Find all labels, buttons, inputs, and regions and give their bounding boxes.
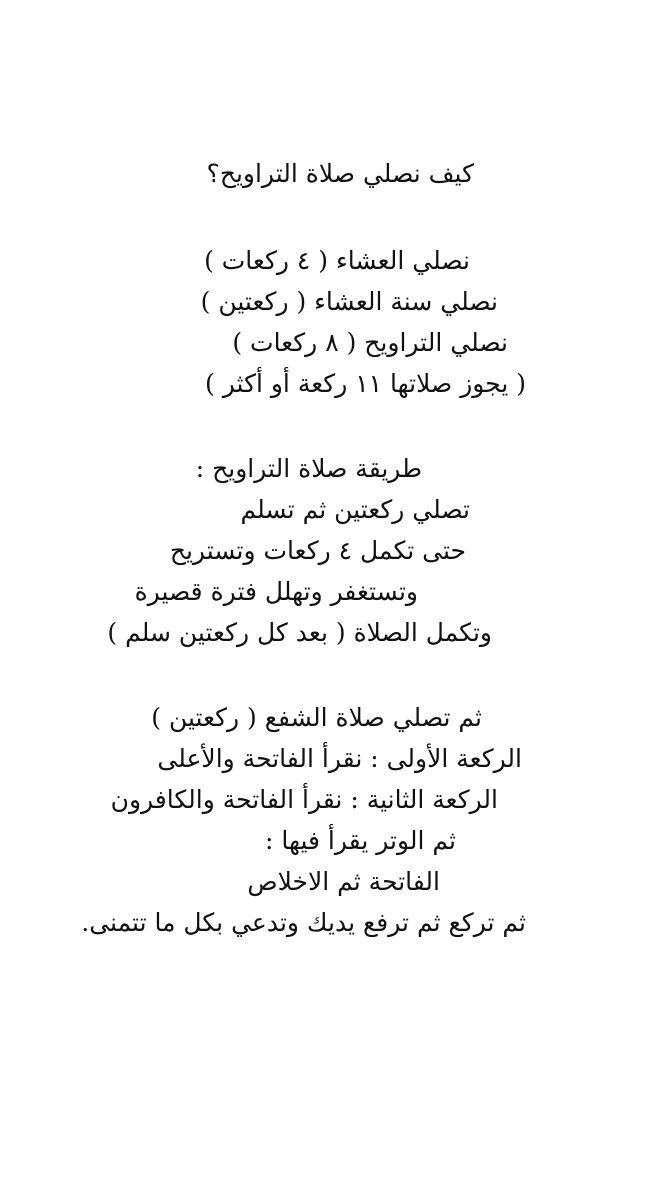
note-line: ثم تركع ثم ترفع يديك وتدعي بكل ما تتمنى. xyxy=(81,908,526,937)
note-line: تصلي ركعتين ثم تسلم xyxy=(240,495,470,524)
note-line: نصلي العشاء ( ٤ ركعات ) xyxy=(204,246,470,275)
note-line: حتى تكمل ٤ ركعات وتستريح xyxy=(169,536,466,565)
note-line: ثم تصلي صلاة الشفع ( ركعتين ) xyxy=(151,703,482,732)
note-line: وتكمل الصلاة ( بعد كل ركعتين سلم ) xyxy=(107,618,492,647)
note-line: وتستغفر وتهلل فترة قصيرة xyxy=(134,577,418,606)
section-shafa-witr xyxy=(66,697,526,943)
note-title: كيف نصلي صلاة التراويح؟ xyxy=(206,159,474,188)
note-line: الفاتحة ثم الاخلاص xyxy=(247,867,440,896)
note-line: طريقة صلاة التراويح : xyxy=(195,454,422,483)
note-body[interactable] xyxy=(66,148,526,943)
note-line: الركعة الأولى : نقرأ الفاتحة والأعلى xyxy=(157,744,522,773)
note-line: الركعة الثانية : نقرأ الفاتحة والكافرون xyxy=(110,785,498,814)
note-line: نصلي التراويح ( ٨ ركعات ) xyxy=(232,328,508,357)
section-method xyxy=(66,448,526,653)
note-line: نصلي سنة العشاء ( ركعتين ) xyxy=(200,287,498,316)
section-prayer-order xyxy=(66,240,526,404)
note-line: ( يجوز صلاتها ١١ ركعة أو أكثر ) xyxy=(205,369,526,398)
note-line: ثم الوتر يقرأ فيها : xyxy=(264,826,456,855)
